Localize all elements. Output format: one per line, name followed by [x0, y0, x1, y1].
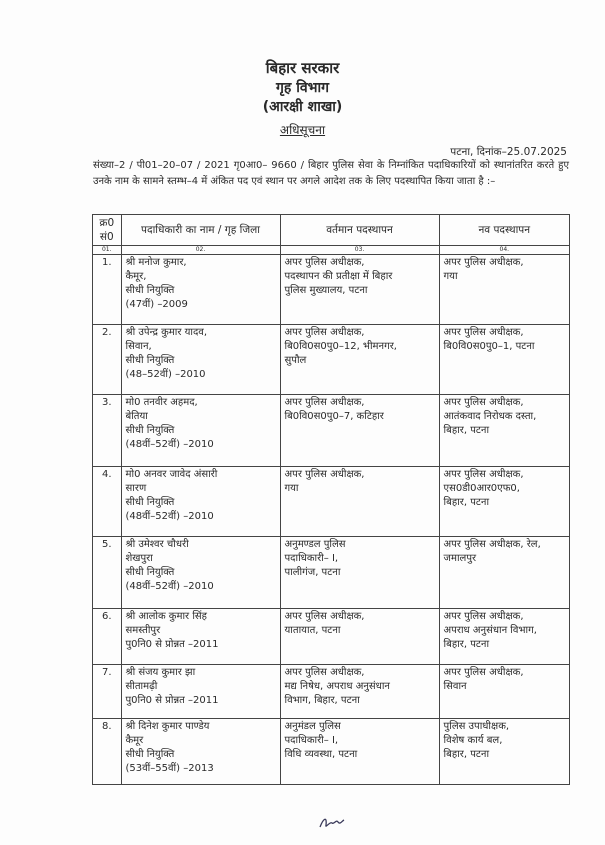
officer-name-cell-line: कैमूर: [125, 735, 144, 746]
officer-name-cell-line: समस्तीपुर: [125, 625, 161, 636]
officer-name-cell-line: सीधी नियुक्ति: [125, 285, 175, 296]
current-posting-cell-line: विधि व्यवस्था, पटना: [284, 749, 358, 760]
table-row: [93, 325, 570, 395]
new-posting-cell-line: बिहार, पटना: [443, 425, 490, 436]
new-posting-cell-line: अपर पुलिस अधीक्षक,: [443, 257, 524, 268]
column-number: 01.: [93, 246, 122, 255]
new-posting-cell-line: अपर पुलिस अधीक्षक,: [443, 327, 524, 338]
new-posting-cell: [439, 719, 569, 785]
new-posting-cell-line: अपर पुलिस अधीक्षक,: [443, 469, 524, 480]
current-posting-cell: [280, 719, 439, 785]
current-posting-cell: [280, 255, 439, 325]
officer-name-cell-line: पु0नि0 से प्रोन्नत –2011: [125, 695, 219, 706]
new-posting-cell-line: अपराध अनुसंधान विभाग,: [443, 625, 537, 636]
table-row: [93, 609, 570, 665]
posting-table: [92, 214, 570, 785]
current-posting-cell-line: पदस्थापन की प्रतीक्षा में बिहार: [284, 271, 393, 282]
officer-name-cell-line: सीधी नियुक्ति: [125, 749, 175, 760]
current-posting-cell: [280, 537, 439, 609]
new-posting-cell: [439, 255, 569, 325]
officer-name-cell-line: (47वीं) –2009: [125, 299, 188, 310]
serial-number: 1.: [93, 255, 122, 325]
serial-number: 7.: [93, 665, 122, 719]
new-posting-cell-line: बि0वि0स0पु0–1, पटना: [443, 341, 535, 352]
new-posting-cell: [439, 395, 569, 467]
officer-name-cell-line: श्री आलोक कुमार सिंह: [125, 611, 207, 622]
new-posting-cell-line: अपर पुलिस अधीक्षक,: [443, 397, 524, 408]
current-posting-cell-line: अपर पुलिस अधीक्षक,: [284, 611, 365, 622]
table-row: [93, 255, 570, 325]
current-posting-cell-line: अपर पुलिस अधीक्षक,: [284, 327, 365, 338]
officer-name-cell-line: मो0 तनवीर अहमद,: [125, 397, 198, 408]
new-posting-cell-line: सिवान: [443, 681, 467, 692]
current-posting-cell-line: अनुमण्डल पुलिस: [284, 539, 346, 550]
signature: [318, 813, 346, 834]
officer-name-cell-line: सीधी नियुक्ति: [125, 567, 175, 578]
new-posting-cell-line: बिहार, पटना: [443, 639, 490, 650]
officer-name-cell-line: मो0 अनवर जावेद अंसारी: [125, 469, 218, 480]
new-posting-cell-line: पुलिस उपाधीक्षक,: [443, 721, 510, 732]
serial-number: 4.: [93, 467, 122, 537]
new-posting-cell: [439, 665, 569, 719]
serial-number: 6.: [93, 609, 122, 665]
new-posting-cell-line: गया: [443, 271, 458, 282]
new-posting-cell-line: अपर पुलिस अधीक्षक,: [443, 611, 524, 622]
column-number: 02.: [121, 246, 280, 255]
new-posting-cell-line: आतंकवाद निरोधक दस्ता,: [443, 411, 537, 422]
current-posting-cell-line: अपर पुलिस अधीक्षक,: [284, 469, 365, 480]
officer-name-cell: [121, 665, 280, 719]
officer-name-cell-line: (48वीं–52वीं) –2010: [125, 439, 214, 450]
current-posting-cell: [280, 325, 439, 395]
officer-name-cell-line: श्री उपेन्द्र कुमार यादव,: [125, 327, 208, 338]
officer-name-cell-line: (53वीं–55वीं) –2013: [125, 763, 214, 774]
current-posting-cell-line: यातायात, पटना: [284, 625, 341, 636]
officer-name-cell: [121, 537, 280, 609]
new-posting-cell: [439, 609, 569, 665]
officer-name-cell: [121, 609, 280, 665]
signature-scribble: [318, 813, 346, 831]
officer-name-cell-line: सारण: [125, 483, 147, 494]
current-posting-cell-line: पुलिस मुख्यालय, पटना: [284, 285, 368, 296]
current-posting-cell-line: अपर पुलिस अधीक्षक,: [284, 667, 365, 678]
serial-number: 3.: [93, 395, 122, 467]
new-posting-cell: [439, 325, 569, 395]
table-row: [93, 665, 570, 719]
officer-name-cell-line: सिवान,: [125, 341, 152, 352]
current-posting-cell-line: गया: [284, 483, 299, 494]
serial-number: 8.: [93, 719, 122, 785]
officer-name-cell: [121, 467, 280, 537]
new-posting-cell-line: विशेष कार्य बल,: [443, 735, 503, 746]
current-posting-cell-line: अनुमंडल पुलिस: [284, 721, 341, 732]
header-name: पदाधिकारी का नाम / गृह जिला: [121, 215, 280, 246]
notification-title: अधिसूचना: [279, 123, 326, 137]
header-serial: क्र0 सं0: [93, 215, 122, 246]
officer-name-cell: [121, 325, 280, 395]
current-posting-cell: [280, 395, 439, 467]
current-posting-cell-line: बि0वि0स0पु0–7, कटिहार: [284, 411, 384, 422]
column-number: 04.: [439, 246, 569, 255]
officer-name-cell-line: सीधी नियुक्ति: [125, 425, 175, 436]
current-posting-cell-line: अपर पुलिस अधीक्षक,: [284, 397, 365, 408]
officer-name-cell: [121, 395, 280, 467]
officer-name-cell-line: बेतिया: [125, 411, 148, 422]
officer-name-cell-line: कैमूर,: [125, 271, 147, 282]
current-posting-cell: [280, 609, 439, 665]
current-posting-cell-line: बि0वि0स0पु0–12, भीमनगर,: [284, 341, 397, 352]
place-date: पटना, दिनांक–25.07.2025: [450, 146, 567, 158]
header-government: बिहार सरकार: [265, 59, 340, 77]
officer-name-cell: [121, 255, 280, 325]
current-posting-cell-line: पदाधिकारी– I,: [284, 553, 339, 564]
header-new-posting: नव पदस्थापन: [439, 215, 569, 246]
officer-name-cell-line: सीधी नियुक्ति: [125, 355, 175, 366]
officer-name-cell-line: श्री संजय कुमार झा: [125, 667, 196, 678]
new-posting-cell-line: बिहार, पटना: [443, 497, 490, 508]
current-posting-cell-line: अपर पुलिस अधीक्षक,: [284, 257, 365, 268]
current-posting-cell: [280, 467, 439, 537]
current-posting-cell-line: पदाधिकारी– I,: [284, 735, 339, 746]
current-posting-cell-line: विभाग, बिहार, पटना: [284, 695, 360, 706]
officer-name-cell-line: सीतामढ़ी: [125, 681, 158, 692]
current-posting-cell-line: पालीगंज, पटना: [284, 567, 341, 578]
officer-name-cell-line: (48वीं–52वीं) –2010: [125, 511, 214, 522]
officer-name-cell-line: श्री उमेश्वर चौधरी: [125, 539, 189, 550]
table-row: [93, 467, 570, 537]
new-posting-cell-line: जमालपुर: [443, 553, 477, 564]
table-header-row: [93, 215, 570, 246]
serial-number: 2.: [93, 325, 122, 395]
column-number-row: [93, 246, 570, 255]
new-posting-cell: [439, 537, 569, 609]
new-posting-cell: [439, 467, 569, 537]
officer-name-cell-line: श्री मनोज कुमार,: [125, 257, 187, 268]
header-branch: (आरक्षी शाखा): [262, 99, 343, 115]
officer-name-cell-line: शेखपुरा: [125, 553, 153, 564]
current-posting-cell-line: सुपौल: [284, 355, 307, 366]
serial-number: 5.: [93, 537, 122, 609]
officer-name-cell: [121, 719, 280, 785]
officer-name-cell-line: श्री दिनेश कुमार पाण्डेय: [125, 721, 210, 732]
table-row: [93, 395, 570, 467]
new-posting-cell-line: अपर पुलिस अधीक्षक,: [443, 667, 524, 678]
header-current-posting: वर्तमान पदस्थापन: [280, 215, 439, 246]
header-department: गृह विभाग: [276, 80, 329, 96]
officer-name-cell-line: (48वीं–52वीं) –2010: [125, 581, 214, 592]
table-row: [93, 719, 570, 785]
officer-name-cell-line: (48–52वीं) –2010: [125, 369, 206, 380]
officer-name-cell-line: सीधी नियुक्ति: [125, 497, 175, 508]
current-posting-cell-line: मद्य निषेध, अपराध अनुसंधान: [284, 681, 390, 692]
table-row: [93, 537, 570, 609]
new-posting-cell-line: अपर पुलिस अधीक्षक, रेल,: [443, 539, 541, 550]
new-posting-cell-line: एस0डी0आर0एफ0,: [443, 483, 520, 494]
officer-name-cell-line: पु0नि0 से प्रोन्नत –2011: [125, 639, 219, 650]
new-posting-cell-line: बिहार, पटना: [443, 749, 490, 760]
column-number: 03.: [280, 246, 439, 255]
current-posting-cell: [280, 665, 439, 719]
intro-paragraph: संख्या–2 / पी01–20–07 / 2021 गृ0आ0– 9660 / बिहार पुलिस सेवा के निम्नांकित पदाधिकारियों को स्थानांतरित करते हुए उनके नाम के सामने स्तम्भ–4 में अंकित पद एवं स्थान पर अगले आदेश तक के लिए पदस्थापित किया जाता है :–: [93, 160, 569, 187]
